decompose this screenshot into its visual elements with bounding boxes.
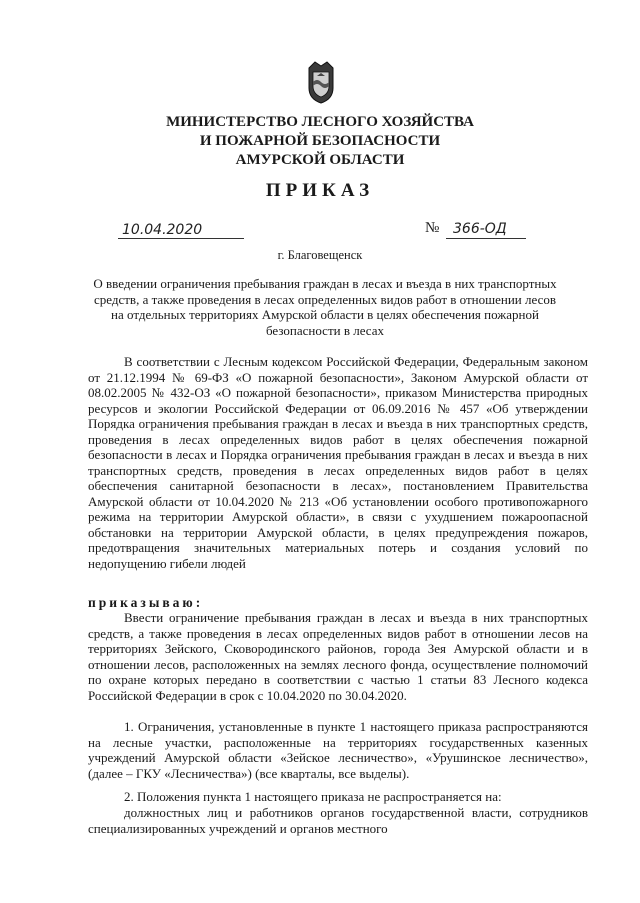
order-date: 10.04.2020 <box>122 222 203 238</box>
coat-of-arms-emblem <box>303 58 339 104</box>
paragraph-2-continuation: должностных лиц и работников органов государственной власти, сотрудников специализированных учреждений и органов местного <box>88 805 588 836</box>
preamble-paragraph: В соответствии с Лесным кодексом Российской Федерации, Федеральным законом от 21.12.1994 № 69-ФЗ «О пожарной безопасности», Законом Амурской области от 08.02.2005 № 432-ОЗ «О пожарной безопасности», приказом Министерства природных ресурсов и экологии Российской Федерации от 06.09.2016 № 457 «Об утверждении Порядка ограничения пребывания граждан в лесах и въезда в них транспортных средств, проведения в лесах определенных видов работ в целях обеспечения пожарной безопасности в лесах и Порядка ограничения пребывания граждан в лесах и въезда в них транспортных средств, проведения в лесах определенных видов работ в целях обеспечения санитарной безопасности в лесах», постановлением Правительства Амурской области от 10.04.2020 № 213 «Об установлении особого противопожарного режима на территории Амурской области», в связи с ухудшением пожароопасной обстановки на территории Амурской области, в целях предупреждения пожаров, предотвращения значительных материальных потерь и создания условий по недопущению гибели людей <box>88 354 588 571</box>
number-underline <box>446 238 526 239</box>
order-number: 366-ОД <box>453 221 507 237</box>
number-sign: № <box>425 220 440 236</box>
ministry-name-line-1: МИНИСТЕРСТВО ЛЕСНОГО ХОЗЯЙСТВА <box>166 114 474 130</box>
document-type-title: ПРИКАЗ <box>265 180 375 201</box>
order-subject: О введении ограничения пребывания граждан в лесах и въезда в них транспортных средств, а также проведения в лесах определенных видов работ в отношении лесов на отдельных территориях Амурской области в целях обеспечения пожарной безопасности в лесах <box>93 276 557 338</box>
ministry-name-line-3: АМУРСКОЙ ОБЛАСТИ <box>235 152 405 168</box>
paragraph-1: 1. Ограничения, установленные в пункте 1 настоящего приказа распространяются на лесные участки, расположенные на территориях государственных казенных учреждений Амурской области «Зейское лесничество», «Урушинское лесничество», (далее – ГКУ «Лесничества») (все кварталы, все выделы). <box>88 719 588 781</box>
paragraph-intro: Ввести ограничение пребывания граждан в лесах и въезда в них транспортных средств, а также проведения в лесах определенных видов работ в отношении лесов на территориях Зейского, Сковородинского районов, города Зея Амурской области и в отношении лесов, расположенных на землях лесного фонда, осуществление полномочий по охране которых передано в соответствии с частью 1 статьи 83 Лесного кодекса Российской Федерации в срок с 10.04.2020 по 30.04.2020. <box>88 610 588 703</box>
order-keyword: приказываю: <box>88 595 204 610</box>
city-name: г. Благовещенск <box>277 248 363 262</box>
date-underline <box>118 238 244 239</box>
ministry-name-line-2: И ПОЖАРНОЙ БЕЗОПАСНОСТИ <box>199 133 441 149</box>
paragraph-2: 2. Положения пункта 1 настоящего приказа не распространяется на: <box>124 789 502 804</box>
